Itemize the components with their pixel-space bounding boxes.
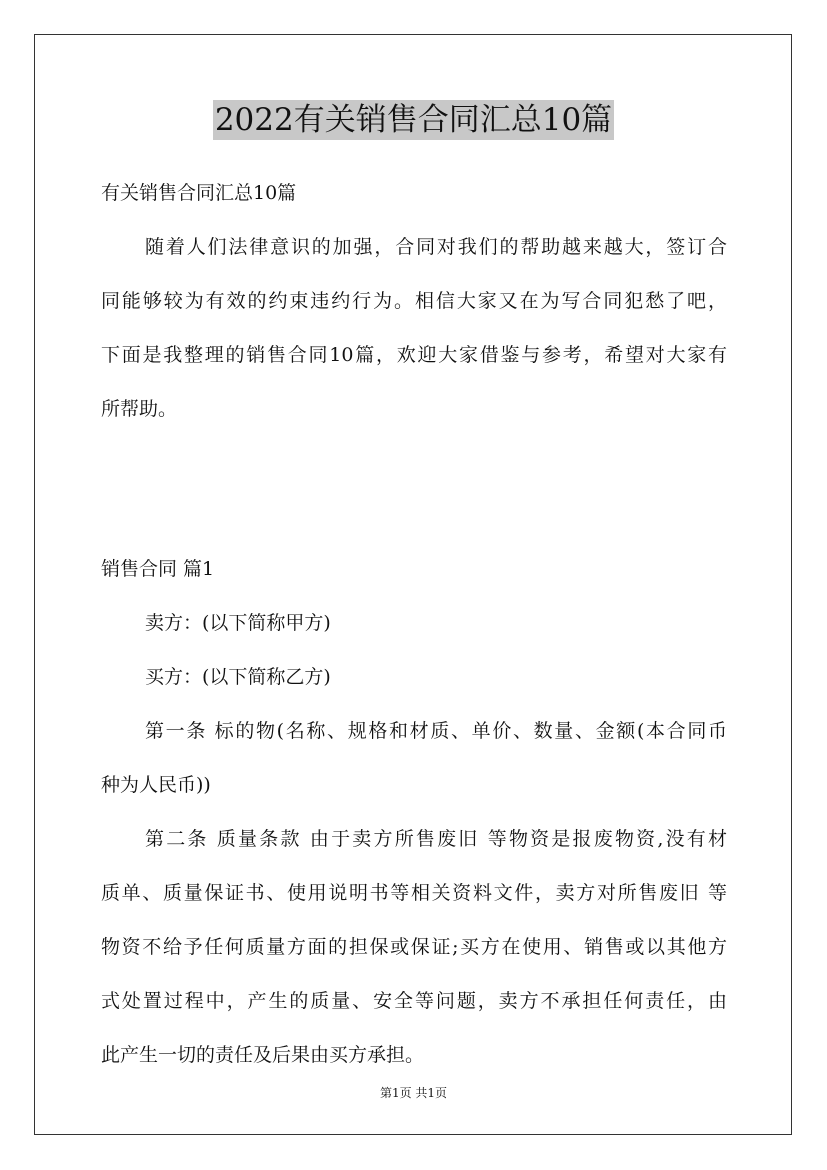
title-container: [0, 100, 827, 140]
section-heading: 销售合同 篇1: [101, 558, 215, 580]
article2-line: 此产生一切的责任及后果由买方承担。: [101, 1044, 425, 1066]
blank-line: [101, 436, 727, 490]
spacer: [101, 490, 727, 542]
buyer-line: 买方：(以下简称乙方): [145, 666, 331, 688]
document-title: 2022有关销售合同汇总10篇: [214, 102, 613, 138]
article1-line: 种为人民币)): [101, 774, 211, 796]
article2-line: 物资不给予任何质量方面的担保或保证;买方在使用、销售或以其他方: [101, 936, 727, 958]
subtitle: 有关销售合同汇总10篇: [101, 182, 297, 204]
article2-line: 质单、质量保证书、使用说明书等相关资料文件，卖方对所售废旧 等: [101, 882, 727, 904]
page-footer: 第1页 共1页: [379, 1086, 448, 1100]
intro-line: 下面是我整理的销售合同10篇，欢迎大家借鉴与参考，希望对大家有: [101, 344, 727, 366]
article1-line: 第一条 标的物(名称、规格和材质、单价、数量、金额(本合同币: [145, 720, 727, 742]
article2-line: 第二条 质量条款 由于卖方所售废旧 等物资是报废物资,没有材: [145, 828, 727, 850]
intro-line: 随着人们法律意识的加强，合同对我们的帮助越来越大，签订合: [145, 236, 727, 258]
document-body: [101, 166, 727, 1082]
article2-line: 式处置过程中，产生的质量、安全等问题，卖方不承担任何责任，由: [101, 990, 727, 1012]
seller-line: 卖方：(以下简称甲方): [145, 612, 331, 634]
intro-line: 所帮助。: [101, 398, 178, 420]
intro-line: 同能够较为有效的约束违约行为。相信大家又在为写合同犯愁了吧，: [101, 290, 727, 312]
